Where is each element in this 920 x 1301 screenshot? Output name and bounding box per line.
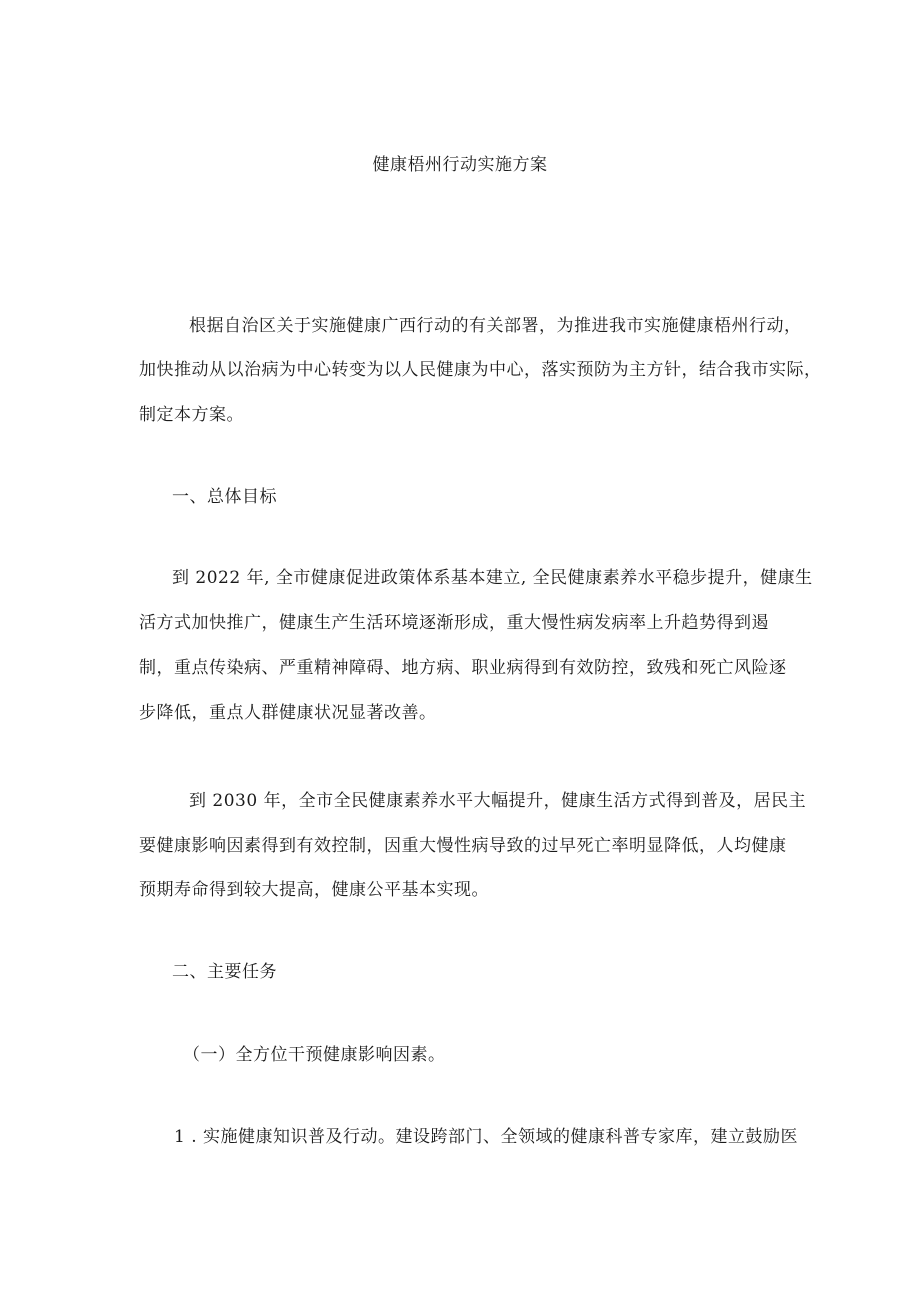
- goal-2030-line-3: 预期寿命得到较大提高，健康公平基本实现。: [139, 880, 489, 900]
- intro-line-1: 根据自治区关于实施健康广西行动的有关部署，为推进我市实施健康梧州行动，: [189, 316, 802, 336]
- goal-2022-line-4: 步降低，重点人群健康状况显著改善。: [139, 703, 437, 723]
- subsection-heading-1: （一）全方位干预健康影响因素。: [183, 1045, 446, 1065]
- document-title: 健康梧州行动实施方案: [372, 155, 548, 175]
- goal-2022-line-2: 活方式加快推广，健康生产生活环境逐渐形成，重大慢性病发病率上升趋势得到遏: [139, 613, 769, 633]
- task-item-1: 1 . 实施健康知识普及行动。建设跨部门、全领域的健康科普专家库，建立鼓励医: [174, 1127, 799, 1147]
- goal-2022-line-1: 到 2022 年, 全市健康促进政策体系基本建立, 全民健康素养水平稳步提升，健康生: [172, 568, 813, 588]
- section-heading-goals: 一、总体目标: [172, 487, 277, 507]
- intro-line-3: 制定本方案。: [139, 405, 244, 425]
- intro-line-2: 加快推动从以治病为中心转变为以人民健康为中心，落实预防为主方针，结合我市实际，: [139, 360, 822, 380]
- goal-2030-line-1: 到 2030 年，全市全民健康素养水平大幅提升，健康生活方式得到普及，居民主: [189, 791, 807, 811]
- goal-2022-line-3: 制，重点传染病、严重精神障碍、地方病、职业病得到有效防控，致残和死亡风险逐: [139, 658, 787, 678]
- section-heading-tasks: 二、主要任务: [172, 962, 277, 982]
- goal-2030-line-2: 要健康影响因素得到有效控制，因重大慢性病导致的过早死亡率明显降低，人均健康: [139, 836, 787, 856]
